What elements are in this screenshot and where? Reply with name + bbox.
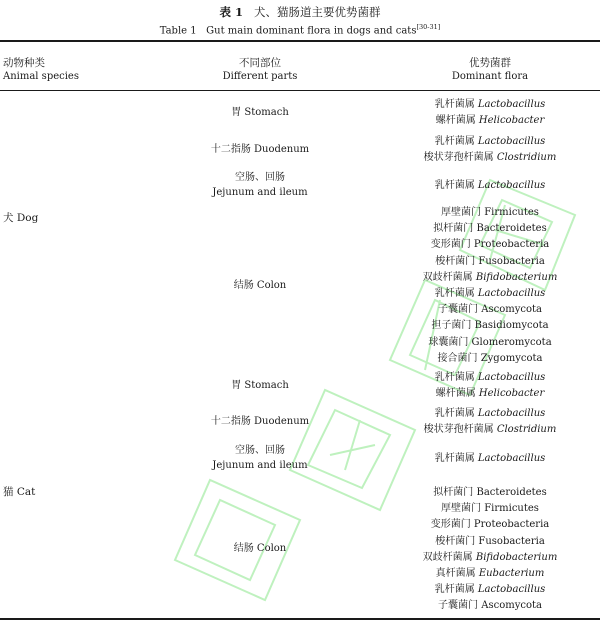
flora-item — [400, 598, 580, 614]
flora-item — [400, 134, 580, 150]
species-cat: 猫 Cat — [3, 486, 36, 498]
flora-item — [400, 286, 580, 302]
flora-name-zh: 乳杆菌属 — [434, 372, 478, 383]
flora-cat-stomach — [400, 370, 580, 402]
flora-name-sci: Helicobacter — [478, 388, 545, 400]
flora-name-zh: 梭杆菌门 — [435, 535, 479, 547]
flora-name-sci: Lactobacillus — [477, 288, 546, 300]
flora-name-sci: Bifidobacterium — [475, 551, 558, 563]
flora-item — [400, 335, 580, 351]
header-part — [160, 56, 360, 84]
flora-name-sci: Clostridium — [496, 152, 557, 164]
flora-name-sci: Clostridium — [496, 424, 557, 436]
part-cat-jejunum-en: Jejunum and ileum — [212, 460, 308, 471]
flora-item — [400, 237, 580, 253]
flora-name-sci: Zygomycota — [480, 352, 543, 364]
flora-name-sci: Lactobacillus — [477, 372, 546, 383]
header-part-en: Different parts — [222, 71, 298, 82]
table-label-en: Table 1 — [159, 25, 197, 37]
flora-item — [400, 566, 580, 582]
part-dog-jejunum — [160, 170, 360, 200]
part-cat-duodenum: 十二指肠 Duodenum — [210, 416, 310, 427]
flora-item — [400, 406, 580, 422]
part-cat-stomach: 胃 Stomach — [231, 380, 289, 391]
flora-name-sci: Proteobacteria — [473, 239, 550, 251]
flora-name-zh: 厚壁菌门 — [441, 503, 485, 515]
part-dog-jejunum-zh: 空肠、回肠 — [235, 172, 285, 183]
flora-name-zh: 担子菌门 — [431, 320, 475, 332]
header-species — [3, 56, 79, 84]
flora-cat-duodenum — [400, 406, 580, 438]
species-dog: 犬 Dog — [3, 212, 39, 224]
flora-name-zh: 双歧杆菌属 — [422, 271, 476, 283]
flora-name-sci: Lactobacillus — [477, 584, 546, 596]
flora-item — [400, 205, 580, 221]
flora-name-zh: 接合菌门 — [437, 352, 481, 364]
part-cat-jejunum — [160, 443, 360, 473]
header-flora-zh: 优势菌群 — [469, 57, 511, 69]
flora-name-sci: Lactobacillus — [477, 136, 546, 147]
flora-name-zh: 变形菌门 — [430, 239, 474, 251]
flora-name-zh: 螺杆菌属 — [435, 388, 479, 400]
flora-name-zh: 球囊菌门 — [428, 336, 472, 348]
flora-name-zh: 梭杆菌门 — [435, 255, 479, 267]
flora-dog-stomach — [400, 97, 580, 129]
flora-item — [400, 582, 580, 598]
table-title-zh: 犬、猫肠道主要优势菌群 — [253, 5, 381, 19]
flora-item — [400, 113, 580, 129]
header-species-zh: 动物种类 — [3, 57, 45, 69]
flora-name-sci: Proteobacteria — [473, 519, 550, 531]
flora-name-sci: Helicobacter — [478, 115, 545, 127]
flora-name-sci: Glomeromycota — [471, 336, 552, 348]
flora-name-sci: Eubacterium — [478, 568, 545, 580]
flora-name-sci: Bacteroidetes — [476, 487, 547, 498]
part-dog-jejunum-en: Jejunum and ileum — [212, 187, 308, 198]
part-dog-duodenum: 十二指肠 Duodenum — [210, 144, 310, 155]
flora-dog-colon — [400, 205, 580, 367]
citation-ref: [30-31] — [416, 23, 441, 31]
flora-name-zh: 乳杆菌属 — [434, 99, 478, 110]
flora-name-zh: 乳杆菌属 — [434, 136, 478, 147]
flora-item — [400, 221, 580, 237]
flora-name-zh: 乳杆菌属 — [434, 453, 478, 464]
flora-name-sci: Fusobacteria — [478, 535, 545, 547]
flora-name-zh: 乳杆菌属 — [434, 288, 478, 300]
flora-name-sci: Bacteroidetes — [476, 223, 547, 235]
flora-name-zh: 乳杆菌属 — [434, 180, 478, 191]
flora-name-zh: 乳杆菌属 — [434, 408, 478, 419]
flora-name-zh: 拟杆菌门 — [433, 487, 477, 498]
table-label-zh: 表 1 — [219, 5, 244, 19]
flora-name-sci: Ascomycota — [481, 600, 542, 612]
table-title-en: Gut main dominant flora in dogs and cats — [206, 25, 417, 37]
header-rule — [0, 90, 600, 91]
part-cat-jejunum-zh: 空肠、回肠 — [235, 445, 285, 456]
flora-dog-duodenum — [400, 134, 580, 166]
flora-item — [400, 550, 580, 566]
flora-name-sci: Firmicutes — [484, 207, 539, 218]
flora-name-zh: 螺杆菌属 — [435, 115, 479, 127]
flora-item — [400, 370, 580, 386]
header-flora — [400, 56, 580, 84]
flora-item — [400, 270, 580, 286]
bottom-rule — [0, 618, 600, 620]
flora-name-sci: Lactobacillus — [477, 180, 546, 191]
header-species-en: Animal species — [3, 71, 79, 82]
flora-name-sci: Lactobacillus — [477, 408, 546, 419]
flora-item — [400, 422, 580, 438]
flora-item — [400, 150, 580, 166]
flora-name-sci: Fusobacteria — [478, 255, 545, 267]
flora-name-zh: 拟杆菌门 — [433, 223, 477, 235]
flora-name-sci: Bifidobacterium — [475, 271, 558, 283]
flora-item — [400, 534, 580, 550]
flora-item — [400, 386, 580, 402]
flora-item — [400, 302, 580, 318]
flora-name-zh: 乳杆菌属 — [434, 584, 478, 596]
flora-name-zh: 双歧杆菌属 — [422, 551, 476, 563]
flora-name-sci: Basidiomycota — [474, 320, 549, 332]
flora-item — [400, 254, 580, 270]
header-flora-en: Dominant flora — [451, 71, 529, 82]
flora-name-zh: 厚壁菌门 — [441, 207, 485, 218]
flora-item — [400, 501, 580, 517]
flora-name-sci: Lactobacillus — [477, 453, 546, 464]
flora-cat-jejunum — [400, 451, 580, 467]
flora-name-zh: 梭状芽孢杆菌属 — [423, 152, 497, 164]
flora-name-zh: 子囊菌门 — [438, 600, 482, 612]
table-caption-zh — [0, 4, 600, 20]
flora-name-sci: Ascomycota — [481, 304, 542, 316]
part-cat-colon: 结肠 Colon — [233, 543, 287, 554]
flora-item — [400, 517, 580, 533]
flora-cat-colon — [400, 485, 580, 615]
flora-item — [400, 318, 580, 334]
flora-name-sci: Lactobacillus — [477, 99, 546, 110]
flora-item — [400, 178, 580, 194]
flora-item — [400, 485, 580, 501]
flora-item — [400, 351, 580, 367]
flora-dog-jejunum — [400, 178, 580, 194]
flora-name-zh: 变形菌门 — [430, 519, 474, 531]
table-caption-en — [0, 23, 600, 36]
part-dog-colon: 结肠 Colon — [233, 280, 287, 291]
flora-name-zh: 梭状芽孢杆菌属 — [423, 424, 497, 436]
part-dog-stomach: 胃 Stomach — [231, 107, 289, 118]
top-rule — [0, 40, 600, 42]
flora-name-zh: 子囊菌门 — [438, 304, 482, 316]
header-part-zh: 不同部位 — [239, 57, 281, 69]
flora-item — [400, 451, 580, 467]
flora-item — [400, 97, 580, 113]
flora-name-zh: 真杆菌属 — [435, 568, 479, 580]
flora-name-sci: Firmicutes — [484, 503, 539, 515]
